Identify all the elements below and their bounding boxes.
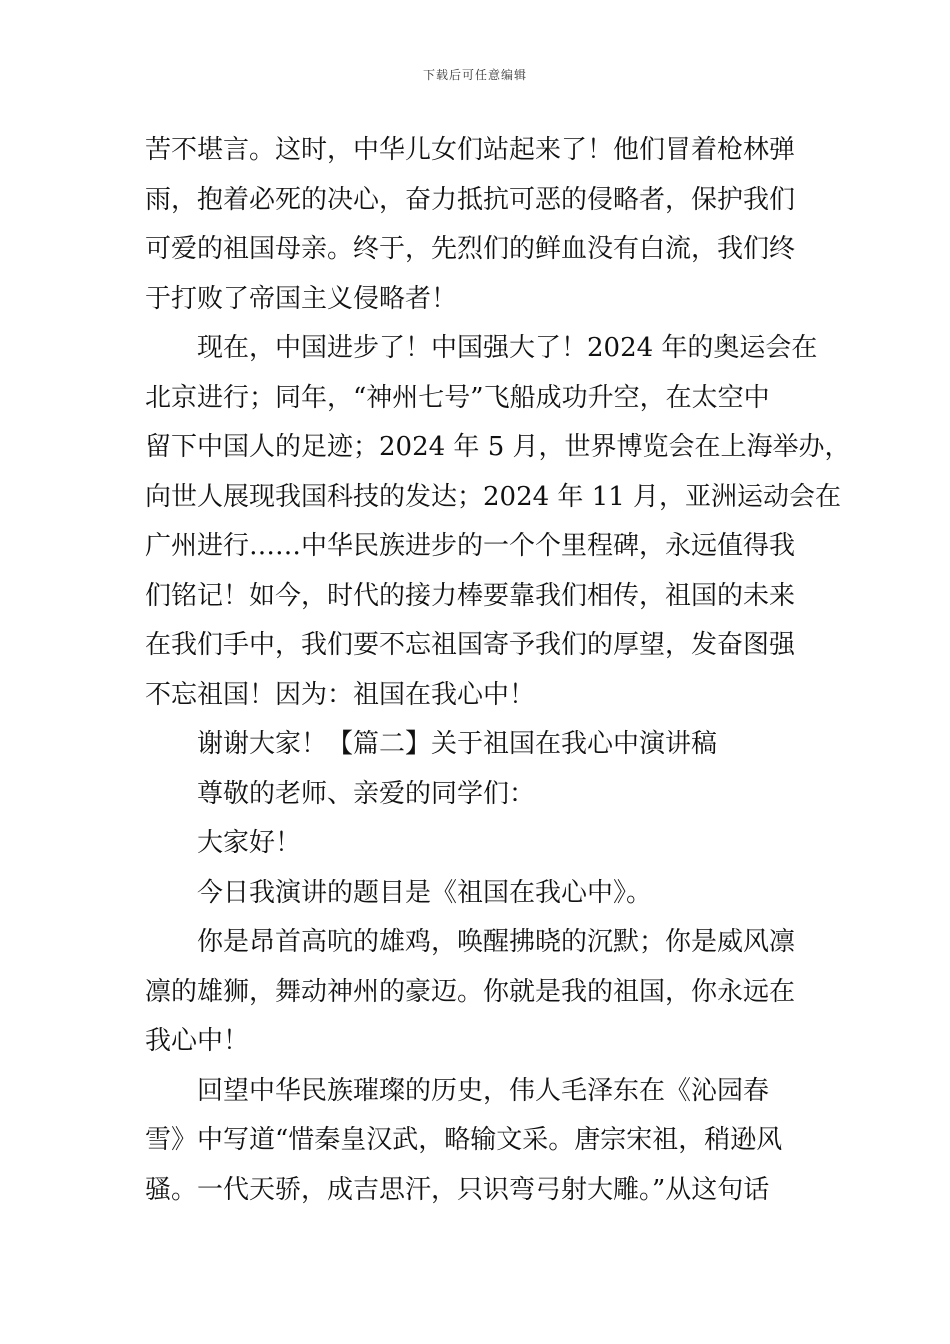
paragraph-line: 凛的雄狮，舞动神州的豪迈。你就是我的祖国，你永远在 — [145, 976, 796, 1007]
paragraph — [145, 324, 851, 720]
paragraph-line: 骚。一代天骄，成吉思汗，只识弯弓射大雕。”从这句话 — [145, 1174, 770, 1205]
paragraph-line: 可爱的祖国母亲。终于，先烈们的鲜血没有白流，我们终 — [145, 234, 796, 264]
paragraph-line: 今日我演讲的题目是《祖国在我心中》。 — [197, 877, 653, 908]
paragraph-line: 回望中华民族璀璨的历史，伟人毛泽东在《沁园春 — [197, 1075, 770, 1106]
paragraph-line: 在我们手中，我们要不忘祖国寄予我们的厚望，发奋图强 — [145, 630, 796, 660]
paragraph — [145, 1067, 825, 1216]
paragraph-line: 苦不堪言。这时，中华儿女们站起来了！他们冒着枪林弹 — [145, 135, 796, 165]
paragraph-line: 不忘祖国！因为：祖国在我心中！ — [145, 679, 536, 710]
paragraph-line: 谢谢大家！【篇二】关于祖国在我心中演讲稿 — [197, 729, 718, 759]
paragraph — [145, 918, 825, 1067]
paragraph — [145, 720, 825, 770]
paragraph-line: 北京进行；同年，“神州七号”飞船成功升空，在太空中 — [145, 382, 770, 413]
paragraph-line: 广州进行……中华民族进步的一个个里程碑，永远值得我 — [145, 531, 796, 561]
paragraph-line: 留下中国人的足迹；2024 年 5 月，世界博览会在上海举办， — [145, 432, 851, 462]
paragraph-line: 尊敬的老师、亲爱的同学们： — [197, 778, 536, 809]
paragraph-line: 们铭记！如今，时代的接力棒要靠我们相传，祖国的未来 — [145, 580, 796, 611]
paragraph — [145, 770, 825, 820]
paragraph-line: 雨，抱着必死的决心，奋力抵抗可恶的侵略者，保护我们 — [145, 184, 796, 215]
paragraph-line: 向世人展现我国科技的发达；2024 年 11 月，亚洲运动会在 — [145, 481, 842, 512]
paragraph — [145, 819, 825, 869]
paragraph-line: 于打败了帝国主义侵略者！ — [145, 283, 458, 314]
document-body — [145, 126, 851, 1215]
paragraph-line: 你是昂首高吭的雄鸡，唤醒拂晓的沉默；你是威风凛 — [197, 927, 796, 957]
paragraph-line: 雪》中写道“惜秦皇汉武，略输文采。唐宗宋祖，稍逊风 — [145, 1125, 783, 1155]
paragraph-line: 我心中！ — [145, 1026, 250, 1056]
paragraph — [145, 126, 825, 324]
page-header: 下载后可任意编辑 — [422, 68, 527, 82]
paragraph-line: 大家好！ — [197, 828, 302, 858]
paragraph-line: 现在，中国进步了！中国强大了！2024 年的奥运会在 — [197, 333, 818, 363]
paragraph — [145, 869, 825, 919]
